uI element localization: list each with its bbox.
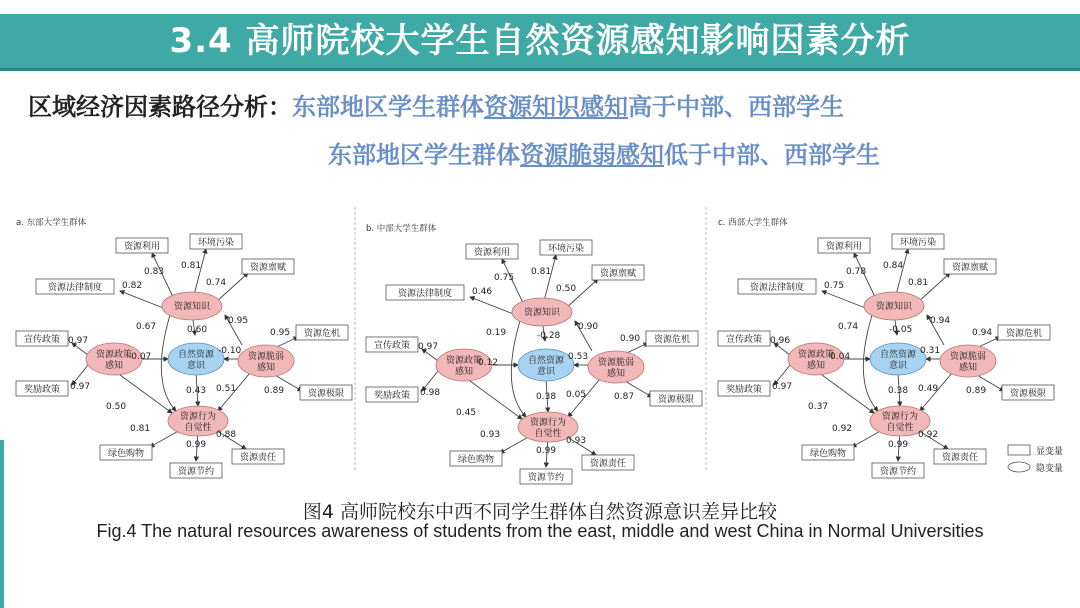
panel-title: b. 中部大学生群体 — [366, 224, 437, 234]
coef: 0.99 — [536, 446, 557, 456]
panel-title: c. 西部大学生群体 — [718, 218, 788, 228]
subtitle-1-post: 高于中部、西部学生 — [628, 93, 844, 121]
subtitle-line-1 — [28, 92, 844, 122]
coef: 0.93 — [480, 430, 501, 440]
coef: 0.53 — [568, 352, 589, 362]
latent-behavior-2: 自觉性 — [534, 429, 562, 439]
node-resource-law: 资源法律制度 — [749, 283, 805, 293]
latent-fragility: 资源脆弱 — [597, 358, 635, 368]
caption-english: Fig.4 The natural resources awareness of students from the east, middle and west China in Normal Universities — [96, 521, 984, 541]
latent-behavior: 资源行为 — [881, 412, 919, 422]
coef: 0.92 — [918, 430, 939, 440]
latent-behavior-2: 自觉性 — [886, 423, 914, 433]
coef: 0.97 — [70, 382, 91, 392]
coef: 0.38 — [888, 386, 909, 396]
node-reward-policy: 奖励政策 — [725, 385, 763, 395]
node-env-pollution: 环境污染 — [899, 238, 937, 248]
node-resource-limit: 资源极限 — [1009, 389, 1047, 399]
title-bar — [0, 14, 1080, 68]
latent-policy-2: 感知 — [806, 361, 826, 371]
coef: 0.49 — [918, 384, 939, 394]
subtitle-2-em: 资源脆弱感知 — [520, 141, 664, 169]
coef: 0.78 — [846, 267, 867, 277]
title-underline — [0, 68, 1080, 71]
latent-fragility-2: 感知 — [958, 363, 978, 373]
latent-knowledge: 资源知识 — [173, 302, 211, 312]
coef: -0.28 — [537, 331, 561, 341]
coef: 0.89 — [966, 386, 987, 396]
node-publicity-policy: 宣传政策 — [725, 335, 763, 345]
node-resource-use: 资源利用 — [473, 248, 511, 258]
node-resource-crisis: 资源危机 — [1005, 329, 1043, 339]
latent-behavior: 资源行为 — [529, 418, 567, 428]
coef: 0.51 — [216, 384, 237, 394]
coef: 0.75 — [824, 281, 845, 291]
coef: 0.97 — [772, 382, 793, 392]
node-resource-endowment: 资源禀赋 — [599, 269, 637, 279]
coef: 0.90 — [620, 334, 641, 344]
coef: 0.99 — [888, 440, 909, 450]
coef: 0.96 — [770, 336, 791, 346]
latent-awareness-2: 意识 — [536, 367, 556, 377]
node-resource-saving: 资源节约 — [879, 467, 917, 477]
coef: 0.50 — [106, 402, 127, 412]
node-resource-law: 资源法律制度 — [397, 289, 453, 299]
coef: 0.05 — [566, 390, 587, 400]
legend-ellipse-swatch — [1008, 462, 1030, 472]
coef: 0.60 — [187, 325, 208, 335]
latent-awareness-2: 意识 — [186, 361, 206, 371]
node-resource-duty: 资源责任 — [239, 453, 277, 463]
node-resource-endowment: 资源禀赋 — [249, 263, 287, 273]
node-resource-saving: 资源节约 — [527, 473, 565, 483]
coef: 0.90 — [578, 322, 599, 332]
latent-fragility-2: 感知 — [606, 369, 626, 379]
latent-policy: 资源政策 — [95, 350, 133, 360]
sem-diagrams — [0, 205, 1080, 483]
coef: 0.12 — [478, 358, 499, 368]
coef: 0.75 — [494, 273, 515, 283]
coef: 0.87 — [614, 392, 635, 402]
coef: 0.97 — [418, 342, 439, 352]
coef: 0.94 — [972, 328, 993, 338]
coef: 0.46 — [472, 287, 493, 297]
panel-middle — [366, 223, 702, 484]
node-green-shopping: 绿色购物 — [809, 449, 847, 459]
node-env-pollution: 环境污染 — [197, 238, 235, 248]
coef: 0.97 — [68, 336, 89, 346]
legend-rect-swatch — [1008, 445, 1030, 455]
latent-fragility: 资源脆弱 — [949, 352, 987, 362]
node-reward-policy: 奖励政策 — [23, 385, 61, 395]
subtitle-lead: 区域经济因素路径分析： — [28, 93, 292, 121]
latent-policy-2: 感知 — [454, 367, 474, 377]
panel-east — [16, 217, 352, 478]
coef: 0.94 — [930, 316, 951, 326]
coef: 0.50 — [556, 284, 577, 294]
coef: 0.81 — [908, 278, 929, 288]
node-reward-policy: 奖励政策 — [373, 391, 411, 401]
coef: 0.88 — [216, 430, 237, 440]
node-resource-duty: 资源责任 — [941, 453, 979, 463]
legend-latent: 隐变量 — [1036, 464, 1064, 474]
coef: 0.74 — [206, 278, 227, 288]
caption-chinese: 图4 高师院校东中西不同学生群体自然资源意识差异比较 — [302, 501, 778, 523]
node-env-pollution: 环境污染 — [547, 244, 585, 254]
subtitle-2-pre: 东部地区学生群体 — [328, 141, 520, 169]
subtitle-2-post: 低于中部、西部学生 — [664, 141, 880, 169]
node-resource-use: 资源利用 — [825, 242, 863, 252]
page-title: 3.4 高师院校大学生自然资源感知影响因素分析 — [169, 21, 911, 61]
coef: 0.82 — [122, 281, 143, 291]
subtitle-1-pre: 东部地区学生群体 — [292, 93, 484, 121]
coef: 0.37 — [808, 402, 829, 412]
coef: 0.81 — [130, 424, 151, 434]
coef: -0.10 — [218, 346, 242, 356]
panel-title: a. 东部大学生群体 — [16, 218, 87, 228]
latent-policy-2: 感知 — [104, 361, 124, 371]
coef: 0.43 — [186, 386, 207, 396]
node-resource-limit: 资源极限 — [657, 395, 695, 405]
coef: 0.38 — [536, 392, 557, 402]
latent-awareness: 自然资源 — [177, 350, 215, 360]
coef: 0.89 — [264, 386, 285, 396]
coef: 0.81 — [531, 267, 552, 277]
latent-policy: 资源政策 — [797, 350, 835, 360]
node-resource-endowment: 资源禀赋 — [951, 263, 989, 273]
coef: -0.05 — [889, 325, 913, 335]
coef: 0.67 — [136, 322, 157, 332]
node-resource-law: 资源法律制度 — [47, 283, 103, 293]
node-resource-limit: 资源极限 — [307, 389, 345, 399]
latent-behavior: 资源行为 — [179, 412, 217, 422]
coef: 0.95 — [270, 328, 291, 338]
latent-fragility-2: 感知 — [256, 363, 276, 373]
coef: 0.99 — [186, 440, 207, 450]
legend — [1008, 445, 1063, 474]
subtitle-line-2 — [328, 140, 880, 170]
coef: 0.95 — [228, 316, 249, 326]
node-publicity-policy: 宣传政策 — [373, 341, 411, 351]
latent-awareness: 自然资源 — [879, 350, 917, 360]
latent-awareness-2: 意识 — [888, 361, 908, 371]
coef: 0.04 — [830, 352, 851, 362]
coef: 0.31 — [920, 346, 941, 356]
subtitle-1-em: 资源知识感知 — [484, 93, 628, 121]
latent-policy: 资源政策 — [445, 356, 483, 366]
node-resource-duty: 资源责任 — [589, 459, 627, 469]
coef: 0.74 — [838, 322, 859, 332]
node-resource-saving: 资源节约 — [177, 467, 215, 477]
node-resource-use: 资源利用 — [123, 242, 161, 252]
coef: 0.19 — [486, 328, 507, 338]
node-resource-crisis: 资源危机 — [303, 329, 341, 339]
latent-knowledge: 资源知识 — [875, 302, 913, 312]
coef: 0.98 — [420, 388, 441, 398]
node-publicity-policy: 宣传政策 — [23, 335, 61, 345]
coef: 0.83 — [144, 267, 165, 277]
latent-knowledge: 资源知识 — [523, 308, 561, 318]
coef: 0.45 — [456, 408, 477, 418]
sem-diagram-svg — [0, 205, 1080, 483]
node-green-shopping: 绿色购物 — [457, 455, 495, 465]
coef: 0.92 — [832, 424, 853, 434]
node-green-shopping: 绿色购物 — [107, 449, 145, 459]
coef: 0.81 — [181, 261, 202, 271]
coef: -0.07 — [128, 352, 152, 362]
coef: 0.84 — [883, 261, 904, 271]
latent-awareness: 自然资源 — [527, 356, 565, 366]
panel-west — [718, 217, 1054, 478]
latent-fragility: 资源脆弱 — [247, 352, 285, 362]
latent-behavior-2: 自觉性 — [184, 423, 212, 433]
coef: 0.93 — [566, 436, 587, 446]
node-resource-crisis: 资源危机 — [653, 335, 691, 345]
legend-observed: 显变量 — [1036, 447, 1064, 457]
